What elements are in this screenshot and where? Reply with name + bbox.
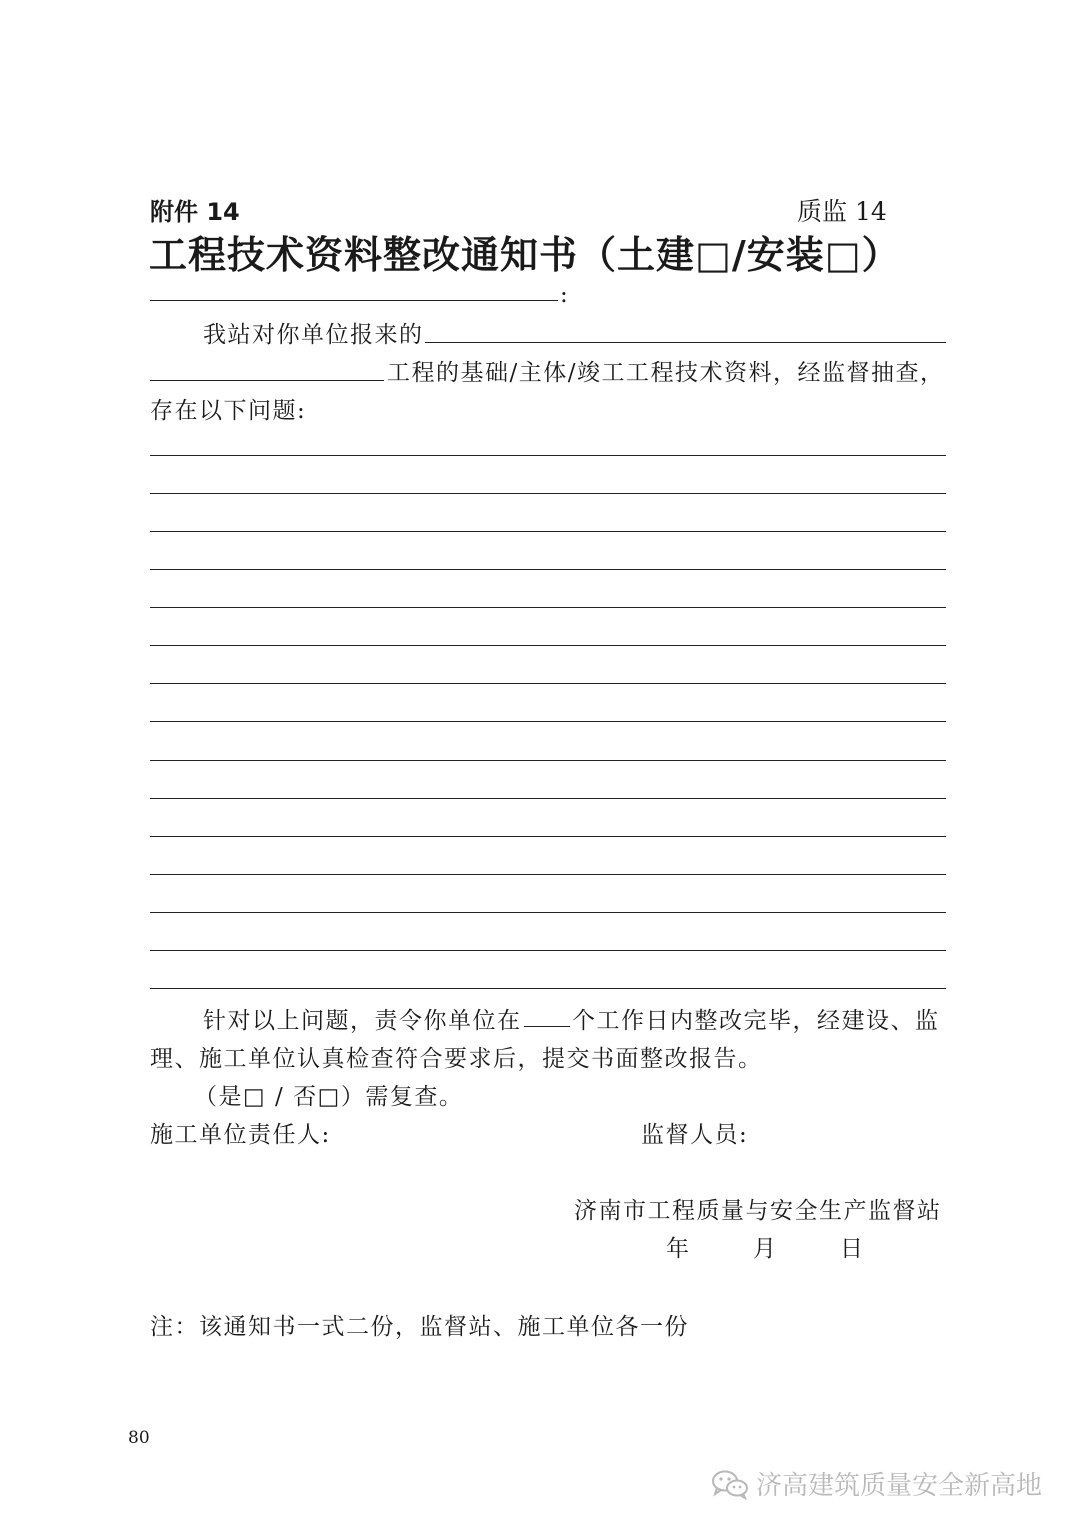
date-day: 日 <box>840 1236 865 1262</box>
writing-line[interactable] <box>150 912 946 913</box>
writing-line[interactable] <box>150 836 946 837</box>
addressee-blank-line[interactable] <box>150 300 558 301</box>
writing-line[interactable] <box>150 988 946 989</box>
date-year: 年 <box>666 1236 691 1262</box>
writing-line[interactable] <box>150 721 946 722</box>
writing-line[interactable] <box>150 874 946 875</box>
project-name-blank-line[interactable] <box>425 342 946 343</box>
addressee-colon: : <box>560 282 570 308</box>
project-name-blank-line-2[interactable] <box>150 380 384 381</box>
para1-line3: 存在以下问题: <box>150 398 307 424</box>
document-title: 工程技术资料整改通知书（土建□/安装□） <box>149 232 901 277</box>
recheck-option[interactable]: （是□ / 否□）需复查。 <box>194 1084 464 1110</box>
date-month: 月 <box>753 1236 778 1262</box>
writing-line[interactable] <box>150 607 946 608</box>
watermark <box>710 1465 1042 1502</box>
writing-line[interactable] <box>150 493 946 494</box>
writing-line[interactable] <box>150 798 946 799</box>
para2-part2: 个工作日内整改完毕，经建设、监 <box>572 1008 940 1034</box>
writing-line[interactable] <box>150 950 946 951</box>
form-code: 质监 14 <box>797 197 887 226</box>
station-name: 济南市工程质量与安全生产监督站 <box>574 1198 942 1224</box>
construction-responsible-label: 施工单位责任人: <box>150 1122 331 1148</box>
para2-line2: 理、施工单位认真检查符合要求后，提交书面整改报告。 <box>150 1046 763 1072</box>
para2-part1: 针对以上问题，责令你单位在 <box>203 1008 522 1034</box>
watermark-text: 济高建筑质量安全新高地 <box>755 1471 1042 1501</box>
para1-start: 我站对你单位报来的 <box>203 322 424 348</box>
page-number: 80 <box>128 1428 150 1448</box>
writing-line[interactable] <box>150 455 946 456</box>
writing-line[interactable] <box>150 645 946 646</box>
para1-line2: 工程的基础/主体/竣工工程技术资料，经监督抽查， <box>387 360 945 386</box>
note: 注：该通知书一式二份，监督站、施工单位各一份 <box>150 1314 689 1340</box>
days-blank-line[interactable] <box>524 1026 570 1027</box>
writing-line[interactable] <box>150 569 946 570</box>
writing-line[interactable] <box>150 531 946 532</box>
supervisor-label: 监督人员: <box>641 1122 749 1148</box>
writing-line[interactable] <box>150 683 946 684</box>
annex-label: 附件 14 <box>150 198 240 226</box>
writing-line[interactable] <box>150 760 946 761</box>
wechat-icon <box>710 1468 750 1500</box>
